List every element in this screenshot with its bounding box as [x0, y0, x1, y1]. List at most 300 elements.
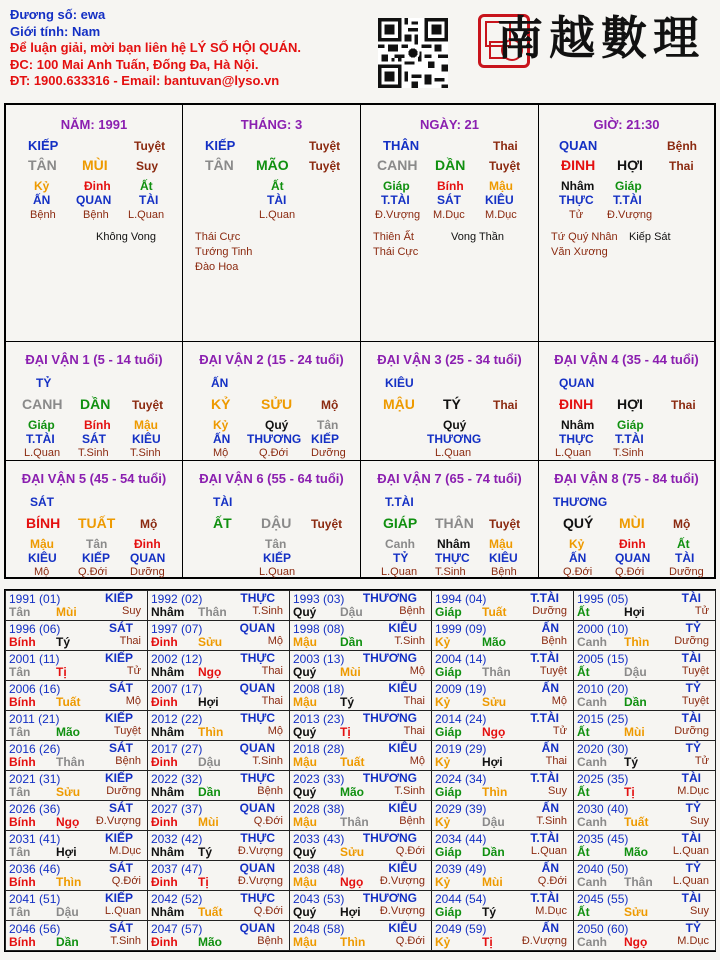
dai-van-star: ẤN — [211, 376, 229, 390]
year-label: 1998 (08) — [293, 622, 345, 636]
year-cell — [431, 650, 574, 681]
year-can: Ất — [577, 845, 590, 859]
year-can: Canh — [577, 935, 607, 949]
year-cell — [431, 800, 574, 831]
year-star: T.TÀI — [530, 891, 559, 905]
year-chi: Ngọ — [482, 725, 506, 739]
year-star: KIÊU — [388, 681, 417, 695]
hidden-can: Giáp — [28, 418, 55, 432]
year-stage: Suy — [548, 785, 567, 797]
year-star: KIÊU — [388, 741, 417, 755]
year-chi: Hợi — [340, 905, 361, 919]
year-label: 2013 (23) — [293, 712, 345, 726]
year-star: KIẾP — [104, 591, 133, 605]
year-chi: Sửu — [340, 845, 365, 859]
year-chi: Thân — [624, 875, 653, 889]
hidden-stage: L.Quan — [24, 447, 61, 459]
year-label: 1994 (04) — [435, 592, 487, 606]
year-star: SÁT — [109, 861, 133, 875]
year-stage: Mộ — [409, 665, 425, 677]
dai-van-chi: SỬU — [261, 396, 293, 412]
hidden-stage: Q.Đới — [563, 566, 593, 578]
year-label: 2012 (22) — [151, 712, 203, 726]
year-stage: Thai — [261, 665, 283, 677]
year-star: KIẾP — [104, 711, 133, 725]
year-can: Tân — [9, 725, 31, 739]
year-stage: Đ.Vượng — [237, 845, 283, 857]
year-label: 2005 (15) — [577, 652, 629, 666]
pillar-can: TÂN — [205, 157, 234, 173]
year-chi: Thân — [340, 815, 369, 829]
year-star: TÀI — [681, 831, 701, 845]
year-can: Tân — [9, 845, 31, 859]
year-chi: Tý — [56, 635, 71, 649]
hidden-can: Đinh — [84, 179, 111, 193]
hidden-stage: L.Quan — [259, 566, 296, 578]
year-can: Giáp — [435, 605, 462, 619]
year-star: QUAN — [239, 921, 275, 935]
year-chi: Tý — [624, 755, 639, 769]
dai-van-can: BÍNH — [26, 515, 61, 531]
gender: Giới tính: Nam — [10, 23, 101, 39]
hidden-stage: L.Quan — [259, 209, 296, 221]
shensha: Tướng Tinh — [195, 246, 253, 258]
hidden-god: KIÊU — [132, 432, 161, 446]
dai-van-4 — [538, 341, 715, 461]
hidden-god: TỶ — [393, 551, 409, 565]
dai-van-star: SÁT — [30, 495, 54, 509]
hidden-can: Bính — [84, 418, 111, 432]
hidden-god: T.TÀI — [613, 193, 642, 207]
year-stage: Tuyệt — [681, 665, 709, 677]
year-cell — [431, 620, 574, 651]
hidden-can: Giáp — [617, 418, 644, 432]
hidden-can: Quý — [265, 418, 289, 432]
year-can: Tân — [9, 605, 31, 619]
hidden-god: ẤN — [33, 193, 51, 207]
shensha: Thái Cực — [195, 231, 241, 243]
year-chi: Thìn — [56, 875, 82, 889]
year-can: Đinh — [151, 935, 178, 949]
year-chi: Ngọ — [340, 875, 364, 889]
year-label: 2043 (53) — [293, 892, 345, 906]
year-label: 1997 (07) — [151, 622, 203, 636]
hidden-can: Nhâm — [437, 537, 471, 551]
year-cell — [5, 740, 148, 771]
hidden-can: Đinh — [134, 537, 161, 551]
pillar-can: TÂN — [28, 157, 57, 173]
hidden-stage: Đ.Vượng — [375, 209, 421, 221]
year-stage: Bệnh — [257, 935, 283, 947]
hidden-stage: Q.Đới — [615, 566, 645, 578]
year-cell — [431, 770, 574, 801]
year-star: T.TÀI — [530, 591, 559, 605]
dai-van-chi: MÙI — [619, 515, 645, 531]
year-chi: Ngọ — [56, 815, 80, 829]
year-label: 2036 (46) — [9, 862, 61, 876]
year-can: Nhâm — [151, 725, 185, 739]
hidden-god: KIẾP — [311, 432, 340, 446]
year-label: 2022 (32) — [151, 772, 203, 786]
year-stage: Mộ — [125, 695, 141, 707]
year-cell — [289, 650, 432, 681]
year-star: THỰC — [240, 591, 275, 605]
year-stage: Mộ — [409, 755, 425, 767]
dai-van-can: GIÁP — [383, 515, 418, 531]
year-cell — [431, 680, 574, 711]
year-cell — [147, 650, 290, 681]
dai-van-chi-star: Tuyệt — [489, 517, 521, 531]
hidden-can: Mậu — [489, 179, 513, 193]
year-stage: Thai — [545, 755, 567, 767]
owner-name: Đương số: ewa — [10, 7, 106, 22]
year-label: 1996 (06) — [9, 622, 61, 636]
year-star: THỰC — [240, 771, 275, 785]
year-cell — [573, 830, 716, 861]
dai-van-chi-star: Tuyệt — [311, 517, 343, 531]
hidden-god: SÁT — [437, 193, 461, 207]
year-star: THƯƠNG — [362, 831, 417, 845]
year-label: 2028 (38) — [293, 802, 345, 816]
year-label: 2027 (37) — [151, 802, 203, 816]
year-stage: Tuyệt — [539, 665, 567, 677]
year-can: Nhâm — [151, 665, 185, 679]
year-label: 2014 (24) — [435, 712, 487, 726]
dai-van-2 — [182, 341, 361, 461]
year-can: Quý — [293, 785, 317, 799]
year-stage: Dưỡng — [106, 785, 141, 797]
year-stage: L.Quan — [104, 905, 141, 917]
year-stage: L.Quan — [672, 845, 709, 857]
year-label: 2039 (49) — [435, 862, 487, 876]
year-can: Đinh — [151, 695, 178, 709]
year-stage: Bệnh — [399, 815, 425, 827]
year-chi: Hợi — [624, 605, 645, 619]
year-cell — [147, 680, 290, 711]
year-stage: Tử — [126, 665, 141, 677]
hidden-can: Tân — [265, 537, 287, 551]
hidden-stage: Mộ — [34, 566, 50, 578]
year-chi: Dậu — [198, 755, 221, 769]
dai-van-7 — [360, 460, 539, 578]
year-cell — [573, 890, 716, 921]
dai-van-can: KỶ — [211, 396, 231, 412]
year-can: Giáp — [435, 665, 462, 679]
year-label: 2029 (39) — [435, 802, 487, 816]
year-label: 2045 (55) — [577, 892, 629, 906]
year-can: Giáp — [435, 785, 462, 799]
year-stage: M.Dục — [677, 785, 709, 797]
year-stage: Thai — [403, 725, 425, 737]
year-chi: Tuất — [56, 695, 81, 709]
year-stage: Đ.Vượng — [379, 875, 425, 887]
dai-van-title: ĐẠI VẬN 6 (55 - 64 tuổi) — [199, 471, 344, 486]
dai-van-5 — [5, 460, 183, 578]
year-chi: Tý — [198, 845, 213, 859]
year-star: THƯƠNG — [362, 771, 417, 785]
year-can: Quý — [293, 605, 317, 619]
year-stage: Thai — [119, 635, 141, 647]
year-can: Bính — [9, 635, 36, 649]
year-label: 2037 (47) — [151, 862, 203, 876]
year-star: QUAN — [239, 681, 275, 695]
dai-van-chi-star: Tuyệt — [132, 398, 164, 412]
dai-van-chi: TÝ — [443, 396, 461, 412]
hidden-god: ẤN — [213, 432, 231, 446]
year-chi: Tuất — [624, 815, 649, 829]
year-cell — [289, 680, 432, 711]
year-label: 2040 (50) — [577, 862, 629, 876]
dai-van-star: THƯƠNG — [553, 495, 608, 509]
dai-van-8 — [538, 460, 715, 578]
year-label: 1991 (01) — [9, 592, 61, 606]
year-chi: Dần — [56, 935, 79, 949]
year-label: 2044 (54) — [435, 892, 487, 906]
pillar-chi-star: Suy — [136, 159, 159, 173]
year-stage: Tử — [694, 755, 709, 767]
dai-van-star: KIÊU — [385, 376, 414, 390]
pillar-year — [5, 104, 183, 342]
year-chi: Dần — [482, 845, 505, 859]
address: ĐC: 100 Mai Anh Tuấn, Đống Đa, Hà Nội. — [10, 56, 259, 72]
year-can: Quý — [293, 665, 317, 679]
shensha: Vong Thần — [451, 231, 505, 243]
year-label: 2023 (33) — [293, 772, 345, 786]
year-label: 1995 (05) — [577, 592, 629, 606]
dai-van-title: ĐẠI VẬN 3 (25 - 34 tuổi) — [377, 352, 522, 367]
shensha: Kiếp Sát — [629, 231, 671, 243]
year-can: Giáp — [435, 725, 462, 739]
year-chi: Mão — [56, 725, 80, 739]
pillar-hour — [538, 104, 715, 342]
year-star: TÀI — [681, 651, 701, 665]
shensha: Tứ Quý Nhân — [551, 231, 618, 243]
shensha: Đào Hoa — [195, 261, 239, 273]
year-chi: Mùi — [482, 875, 503, 889]
pillar-chi: MÃO — [256, 157, 289, 173]
year-cell — [573, 680, 716, 711]
year-chi: Thìn — [198, 725, 224, 739]
year-cell — [5, 650, 148, 681]
year-cell — [147, 770, 290, 801]
year-chi: Thìn — [624, 635, 650, 649]
year-chi: Hợi — [198, 695, 219, 709]
year-cell — [431, 830, 574, 861]
dai-van-6 — [182, 460, 361, 578]
year-can: Bính — [9, 695, 36, 709]
hidden-stage: Mộ — [213, 447, 229, 459]
year-chi: Dần — [624, 695, 647, 709]
hidden-god: THƯƠNG — [427, 432, 482, 446]
year-chi: Tị — [198, 875, 209, 889]
hidden-god: ẤN — [569, 551, 587, 565]
year-stage: Suy — [122, 605, 141, 617]
year-stage: Bệnh — [541, 635, 567, 647]
year-chi: Mão — [340, 785, 364, 799]
year-label: 2032 (42) — [151, 832, 203, 846]
year-stage: M.Dục — [535, 905, 567, 917]
year-cell — [5, 800, 148, 831]
year-grid — [4, 589, 716, 952]
hidden-god: THỰC — [435, 551, 470, 565]
hidden-god: TÀI — [267, 193, 287, 207]
qr-code-icon — [378, 18, 448, 88]
year-stage: Tử — [552, 725, 567, 737]
year-star: THỰC — [240, 711, 275, 725]
year-can: Kỷ — [435, 755, 451, 769]
year-can: Mậu — [293, 635, 317, 649]
year-chi: Dậu — [56, 905, 79, 919]
year-star: SÁT — [109, 801, 133, 815]
year-chi: Tý — [340, 695, 355, 709]
hidden-god: THƯƠNG — [247, 432, 302, 446]
hidden-can: Bính — [437, 179, 464, 193]
year-star: ẤN — [541, 801, 559, 815]
year-can: Đinh — [151, 875, 178, 889]
year-star: SÁT — [109, 621, 133, 635]
hidden-stage: Bệnh — [83, 209, 109, 221]
pillar-chi: DẦN — [435, 157, 466, 173]
year-label: 2016 (26) — [9, 742, 61, 756]
year-star: TÀI — [681, 891, 701, 905]
dai-van-chi: TUẤT — [78, 515, 116, 531]
hidden-stage: L.Quan — [128, 209, 165, 221]
year-chi: Tuất — [198, 905, 223, 919]
year-label: 2031 (41) — [9, 832, 61, 846]
year-cell — [573, 800, 716, 831]
year-label: 2021 (31) — [9, 772, 61, 786]
year-star: TÀI — [681, 591, 701, 605]
pillar-chi-star: Tuyệt — [309, 159, 341, 173]
year-can: Đinh — [151, 815, 178, 829]
hidden-can: Canh — [385, 537, 415, 551]
year-can: Canh — [577, 815, 607, 829]
year-stage: T.Sinh — [394, 785, 425, 797]
year-can: Nhâm — [151, 605, 185, 619]
hidden-can: Tân — [86, 537, 108, 551]
dai-van-1 — [5, 341, 183, 461]
pillar-title: THÁNG: 3 — [240, 117, 303, 132]
year-chi: Hợi — [56, 845, 77, 859]
hidden-can: Ất — [140, 179, 153, 193]
year-label: 2011 (21) — [9, 712, 60, 726]
dai-van-can: MẬU — [383, 396, 415, 412]
phone-email: ĐT: 1900.633316 - Email: bantuvan@lyso.vn — [10, 73, 280, 88]
logo-text: 南越數理 — [497, 11, 705, 65]
hidden-god: KIÊU — [485, 193, 514, 207]
year-stage: Bệnh — [115, 755, 141, 767]
hidden-can: Nhâm — [561, 418, 595, 432]
hidden-can: Kỷ — [213, 418, 229, 432]
hidden-god: THỰC — [559, 193, 594, 207]
year-stage: Đ.Vượng — [379, 905, 425, 917]
year-star: KIÊU — [388, 621, 417, 635]
hidden-stage: T.Sinh — [613, 447, 644, 459]
year-label: 2018 (28) — [293, 742, 345, 756]
year-star: KIÊU — [388, 801, 417, 815]
year-stage: Bệnh — [399, 605, 425, 617]
year-star: SÁT — [109, 681, 133, 695]
year-chi: Tý — [482, 905, 497, 919]
year-cell — [289, 770, 432, 801]
shensha: Thái Cực — [373, 246, 419, 258]
year-can: Ất — [577, 665, 590, 679]
year-label: 2006 (16) — [9, 682, 61, 696]
pillar-star: QUAN — [559, 138, 598, 153]
year-stage: Bệnh — [257, 785, 283, 797]
year-stage: T.Sinh — [252, 605, 283, 617]
year-star: TÀI — [681, 771, 701, 785]
year-can: Ất — [577, 905, 590, 919]
year-star: T.TÀI — [530, 831, 559, 845]
year-label: 2025 (35) — [577, 772, 629, 786]
year-cell — [5, 590, 148, 621]
year-cell — [431, 590, 574, 621]
year-stage: Dưỡng — [674, 635, 709, 647]
year-cell — [573, 650, 716, 681]
year-chi: Dậu — [624, 665, 647, 679]
year-stage: T.Sinh — [110, 935, 141, 947]
year-cell — [573, 740, 716, 771]
dai-van-chi: DẬU — [261, 515, 292, 531]
year-label: 2019 (29) — [435, 742, 487, 756]
year-stage: Q.Đới — [253, 905, 283, 917]
pillar-day — [360, 104, 539, 342]
hidden-can: Ất — [271, 179, 284, 193]
hidden-can: Nhâm — [561, 179, 595, 193]
year-can: Kỷ — [435, 695, 451, 709]
year-cell — [5, 890, 148, 921]
dai-van-chi-star: Mộ — [673, 517, 691, 531]
year-label: 2020 (30) — [577, 742, 629, 756]
hidden-god: TÀI — [139, 193, 159, 207]
pillar-chi: MÙI — [82, 157, 108, 173]
pillar-right-star: Tuyệt — [309, 139, 341, 153]
year-stage: T.Sinh — [536, 815, 567, 827]
year-star: TỶ — [685, 921, 701, 935]
year-can: Mậu — [293, 875, 317, 889]
year-label: 2008 (18) — [293, 682, 345, 696]
year-label: 2001 (11) — [9, 652, 60, 666]
year-cell — [147, 620, 290, 651]
dai-van-star: QUAN — [559, 376, 595, 390]
hidden-can: Mậu — [489, 537, 513, 551]
year-star: QUAN — [239, 801, 275, 815]
year-can: Giáp — [435, 845, 462, 859]
year-star: KIẾP — [104, 651, 133, 665]
year-star: THƯƠNG — [362, 891, 417, 905]
year-label: 2004 (14) — [435, 652, 487, 666]
dai-van-title: ĐẠI VẬN 2 (15 - 24 tuổi) — [199, 352, 344, 367]
hidden-god: KIẾP — [82, 551, 111, 565]
year-star: TỶ — [685, 621, 701, 635]
hidden-can: Kỷ — [34, 179, 50, 193]
hidden-stage: L.Quan — [435, 447, 472, 459]
year-label: 2007 (17) — [151, 682, 203, 696]
hidden-stage: Dưỡng — [130, 566, 165, 578]
year-cell — [147, 740, 290, 771]
year-cell — [573, 620, 716, 651]
year-label: 2035 (45) — [577, 832, 629, 846]
hidden-can: Ất — [677, 537, 690, 551]
year-label: 2047 (57) — [151, 922, 203, 936]
year-star: SÁT — [109, 741, 133, 755]
year-cell — [289, 620, 432, 651]
year-chi: Tuất — [482, 605, 507, 619]
year-cell — [5, 770, 148, 801]
year-label: 1992 (02) — [151, 592, 203, 606]
year-cell — [147, 890, 290, 921]
